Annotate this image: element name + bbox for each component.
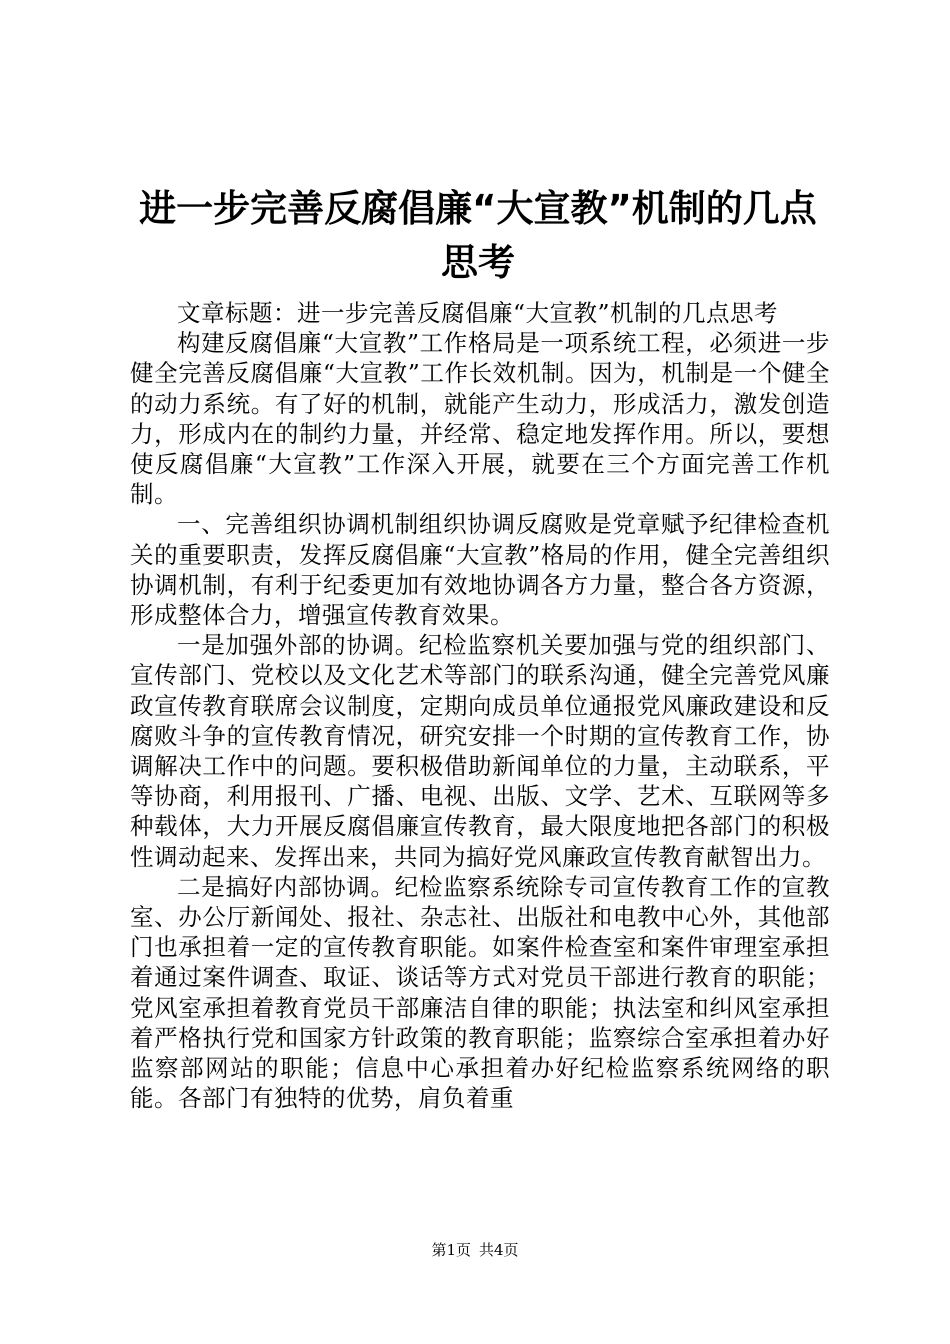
paragraph-external-coordination: 一是加强外部的协调。纪检监察机关要加强与党的组织部门、宣传部门、党校以及文化艺术等部门的联系沟通，健全完善党风廉政宣传教育联席会议制度，定期向成员单位通报党风廉政建设和反腐败斗争的宣传教育情况，研究安排一个时期的宣传教育工作，协调解决工作中的问题。要积极借助新闻单位的力量，主动联系，平等协商，利用报刊、广播、电视、出版、文学、艺术、互联网等多种载体，大力开展反腐倡廉宣传教育，最大限度地把各部门的积极性调动起来、发挥出来，共同为搞好党风廉政宣传教育献智出力。 — [130, 631, 830, 871]
page-number-current: 第1页 — [431, 1241, 471, 1259]
document-title: 进一步完善反腐倡廉“大宣教”机制的几点思考 — [139, 187, 817, 284]
paragraph-article-title: 文章标题：进一步完善反腐倡廉“大宣教”机制的几点思考 — [177, 299, 779, 327]
page-footer — [0, 1240, 950, 1260]
paragraph-intro: 构建反腐倡廉“大宣教”工作格局是一项系统工程，必须进一步健全完善反腐倡廉“大宣教”工作长效机制。因为，机制是一个健全的动力系统。有了好的机制，就能产生动力，形成活力，激发创造力，形成内在的制约力量，并经常、稳定地发挥作用。所以，要想使反腐倡廉“大宣教”工作深入开展，就要在三个方面完善工作机制。 — [130, 329, 830, 509]
document-body — [130, 298, 830, 1113]
page-number-total: 共4页 — [479, 1241, 519, 1259]
paragraph-internal-coordination: 二是搞好内部协调。纪检监察系统除专司宣传教育工作的宣教室、办公厅新闻处、报社、杂志社、出版社和电教中心外，其他部门也承担着一定的宣传教育职能。如案件检查室和案件审理室承担着通过案件调查、取证、谈话等方式对党员干部进行教育的职能；党风室承担着教育党员干部廉洁自律的职能；执法室和纠风室承担着严格执行党和国家方针政策的教育职能；监察综合室承担着办好监察部网站的职能；信息中心承担着办好纪检监察系统网络的职能。各部门有独特的优势，肩负着重 — [130, 872, 830, 1113]
paragraph-section-one: 一、完善组织协调机制组织协调反腐败是党章赋予纪律检查机关的重要职责，发挥反腐倡廉“大宣教”格局的作用，健全完善组织协调机制，有利于纪委更加有效地协调各方力量，整合各方资源，形成整体合力，增强宣传教育效果。 — [130, 510, 830, 630]
